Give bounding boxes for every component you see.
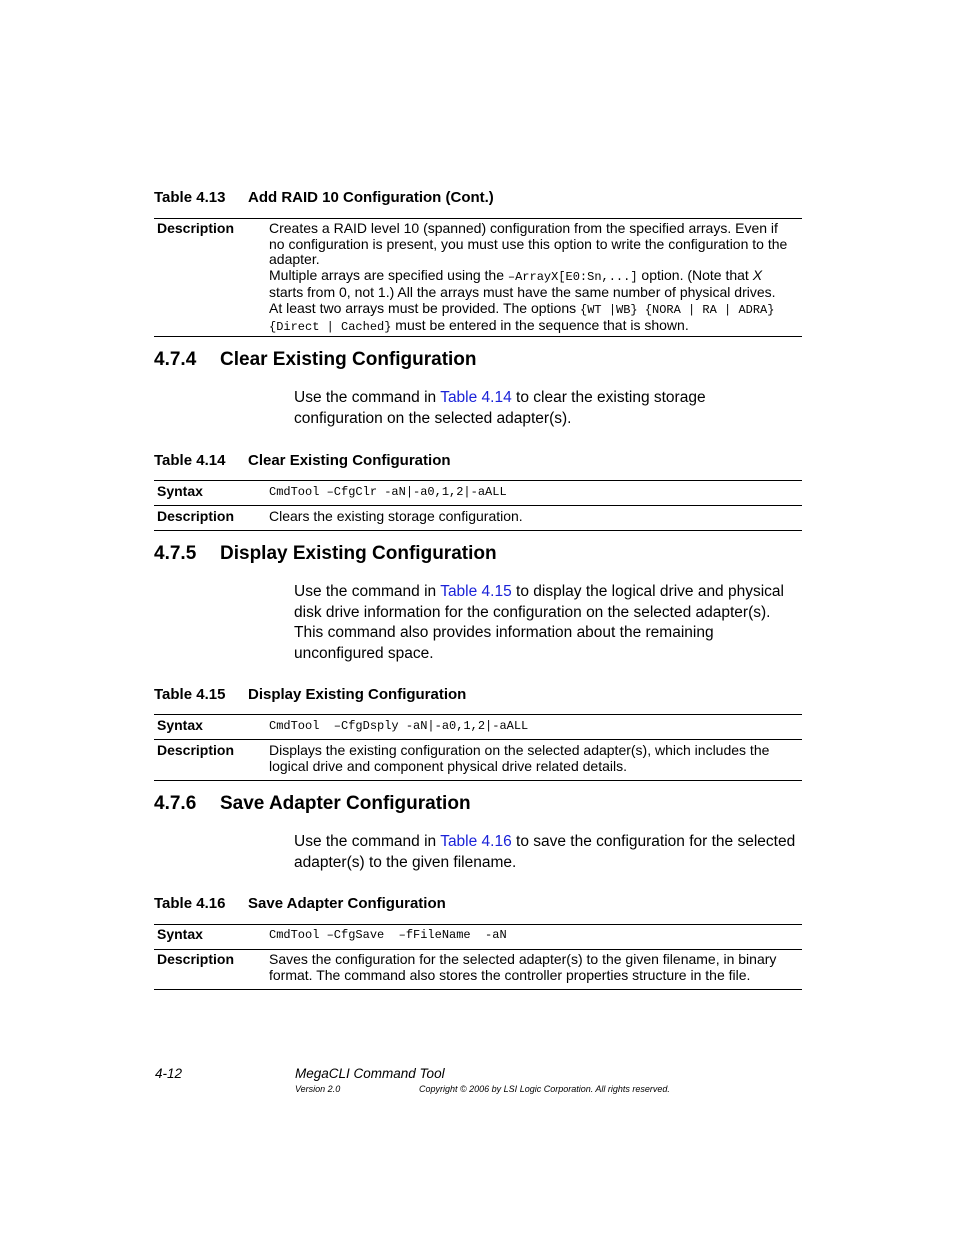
- text-line: Creates a RAID level 10 (spanned) configuration from the specified arrays. Even if: [269, 220, 778, 236]
- text-line: [269, 268, 797, 286]
- code-cache-options: {WT |WB} {NORA | RA | ADRA}: [580, 302, 775, 317]
- table-rule: [154, 530, 802, 531]
- table-rule: [154, 480, 802, 481]
- table-rule: [154, 714, 802, 715]
- copyright-notice: Copyright © 2006 by LSI Logic Corporation. All rights reserved.: [419, 1084, 670, 1094]
- text-line: [269, 301, 797, 319]
- text-line: Displays the existing configuration on the selected adapter(s), which includes the: [269, 742, 770, 758]
- text-line: logical drive and component physical drive related details.: [269, 757, 627, 774]
- text-segment: At least two arrays must be provided. The options: [269, 299, 581, 316]
- section-heading-4-7-6: [154, 793, 471, 815]
- table-4-16-caption: [154, 895, 446, 912]
- text-segment: Use the command in: [294, 583, 441, 600]
- section-number: 4.7.6: [154, 793, 197, 814]
- table-4-15-caption: [154, 686, 466, 703]
- text-line: adapter(s) to the given filename.: [294, 853, 517, 871]
- text-segment: to display the logical drive and physical: [511, 583, 784, 600]
- syntax-label: Syntax: [157, 717, 203, 733]
- variable-x: X: [752, 266, 763, 283]
- text-line: [294, 388, 798, 409]
- table-4-13-description: [269, 221, 797, 336]
- section-number: 4.7.4: [154, 349, 197, 370]
- code-array-option: –ArrayX[E0:Sn,...]: [507, 269, 638, 284]
- table-number: Table 4.14: [154, 452, 226, 469]
- text-line: no configuration is present, you must use this option to write the configuration to the: [269, 235, 788, 252]
- description-label: Description: [157, 508, 235, 524]
- section-title: Save Adapter Configuration: [220, 793, 471, 814]
- section-heading-4-7-4: [154, 349, 477, 371]
- text-line: format. The command also stores the controller properties structure in the file.: [269, 966, 751, 983]
- section-4-7-4-body: [294, 388, 798, 429]
- table-title: Display Existing Configuration: [248, 686, 467, 703]
- section-title: Clear Existing Configuration: [220, 349, 477, 370]
- description-label: Description: [157, 220, 235, 236]
- table-4-15-link[interactable]: Table 4.15: [440, 583, 512, 600]
- syntax-value: CmdTool –CfgDsply -aN|-a0,1,2|-aALL: [269, 719, 529, 733]
- text-segment: to clear the existing storage: [511, 389, 706, 406]
- text-line: configuration on the selected adapter(s).: [294, 409, 572, 427]
- table-4-13-caption: [154, 189, 494, 206]
- description-label: Description: [157, 742, 235, 758]
- page-number: 4-12: [155, 1066, 183, 1081]
- section-heading-4-7-5: [154, 543, 497, 565]
- text-line: Saves the configuration for the selected adapter(s) to the given filename, in binary: [269, 951, 777, 967]
- text-segment: Use the command in: [294, 833, 441, 850]
- section-number: 4.7.5: [154, 543, 197, 564]
- text-line: adapter.: [269, 251, 320, 267]
- description-label: Description: [157, 951, 235, 967]
- table-title: Clear Existing Configuration: [248, 452, 451, 469]
- table-rule: [154, 924, 802, 925]
- description-value: [269, 952, 797, 983]
- table-rule: [154, 989, 802, 990]
- document-title: MegaCLI Command Tool: [295, 1066, 445, 1081]
- table-number: Table 4.15: [154, 686, 226, 703]
- code-io-options: {Direct | Cached}: [269, 320, 392, 334]
- table-title: Add RAID 10 Configuration (Cont.): [248, 189, 494, 206]
- text-line: [269, 318, 797, 336]
- text-segment: must be entered in the sequence that is shown.: [391, 317, 689, 333]
- table-4-16-link[interactable]: Table 4.16: [440, 833, 512, 850]
- table-rule: [154, 780, 802, 781]
- text-line: [294, 832, 798, 853]
- table-rule: [154, 336, 802, 337]
- syntax-label: Syntax: [157, 483, 203, 499]
- text-line: disk drive information for the configuration on the selected adapter(s).: [294, 603, 771, 621]
- table-rule: [154, 218, 802, 219]
- section-4-7-6-body: [294, 832, 798, 873]
- text-line: [294, 582, 798, 603]
- description-value: Clears the existing storage configuration.: [269, 508, 523, 524]
- table-number: Table 4.16: [154, 895, 226, 912]
- text-line: unconfigured space.: [294, 644, 434, 662]
- table-rule: [154, 949, 802, 950]
- table-rule: [154, 739, 802, 740]
- section-4-7-5-body: [294, 582, 798, 664]
- table-4-14-link[interactable]: Table 4.14: [440, 389, 512, 406]
- syntax-label: Syntax: [157, 926, 203, 942]
- text-segment: Multiple arrays are specified using the: [269, 266, 508, 283]
- table-4-14-caption: [154, 452, 451, 469]
- text-segment: Use the command in: [294, 389, 441, 406]
- syntax-value: CmdTool –CfgClr -aN|-a0,1,2|-aALL: [269, 485, 507, 499]
- section-title: Display Existing Configuration: [220, 543, 497, 564]
- description-value: [269, 743, 797, 774]
- table-number: Table 4.13: [154, 189, 226, 206]
- text-line: This command also provides information about the remaining: [294, 624, 714, 641]
- text-segment: option. (Note that: [637, 266, 753, 283]
- syntax-value: CmdTool –CfgSave –fFileName -aN: [269, 928, 507, 942]
- table-rule: [154, 505, 802, 506]
- text-line: starts from 0, not 1.) All the arrays must have the same number of physical drives.: [269, 284, 776, 300]
- text-segment: to save the configuration for the selected: [511, 833, 796, 850]
- version-label: Version 2.0: [295, 1084, 341, 1094]
- table-title: Save Adapter Configuration: [248, 895, 446, 912]
